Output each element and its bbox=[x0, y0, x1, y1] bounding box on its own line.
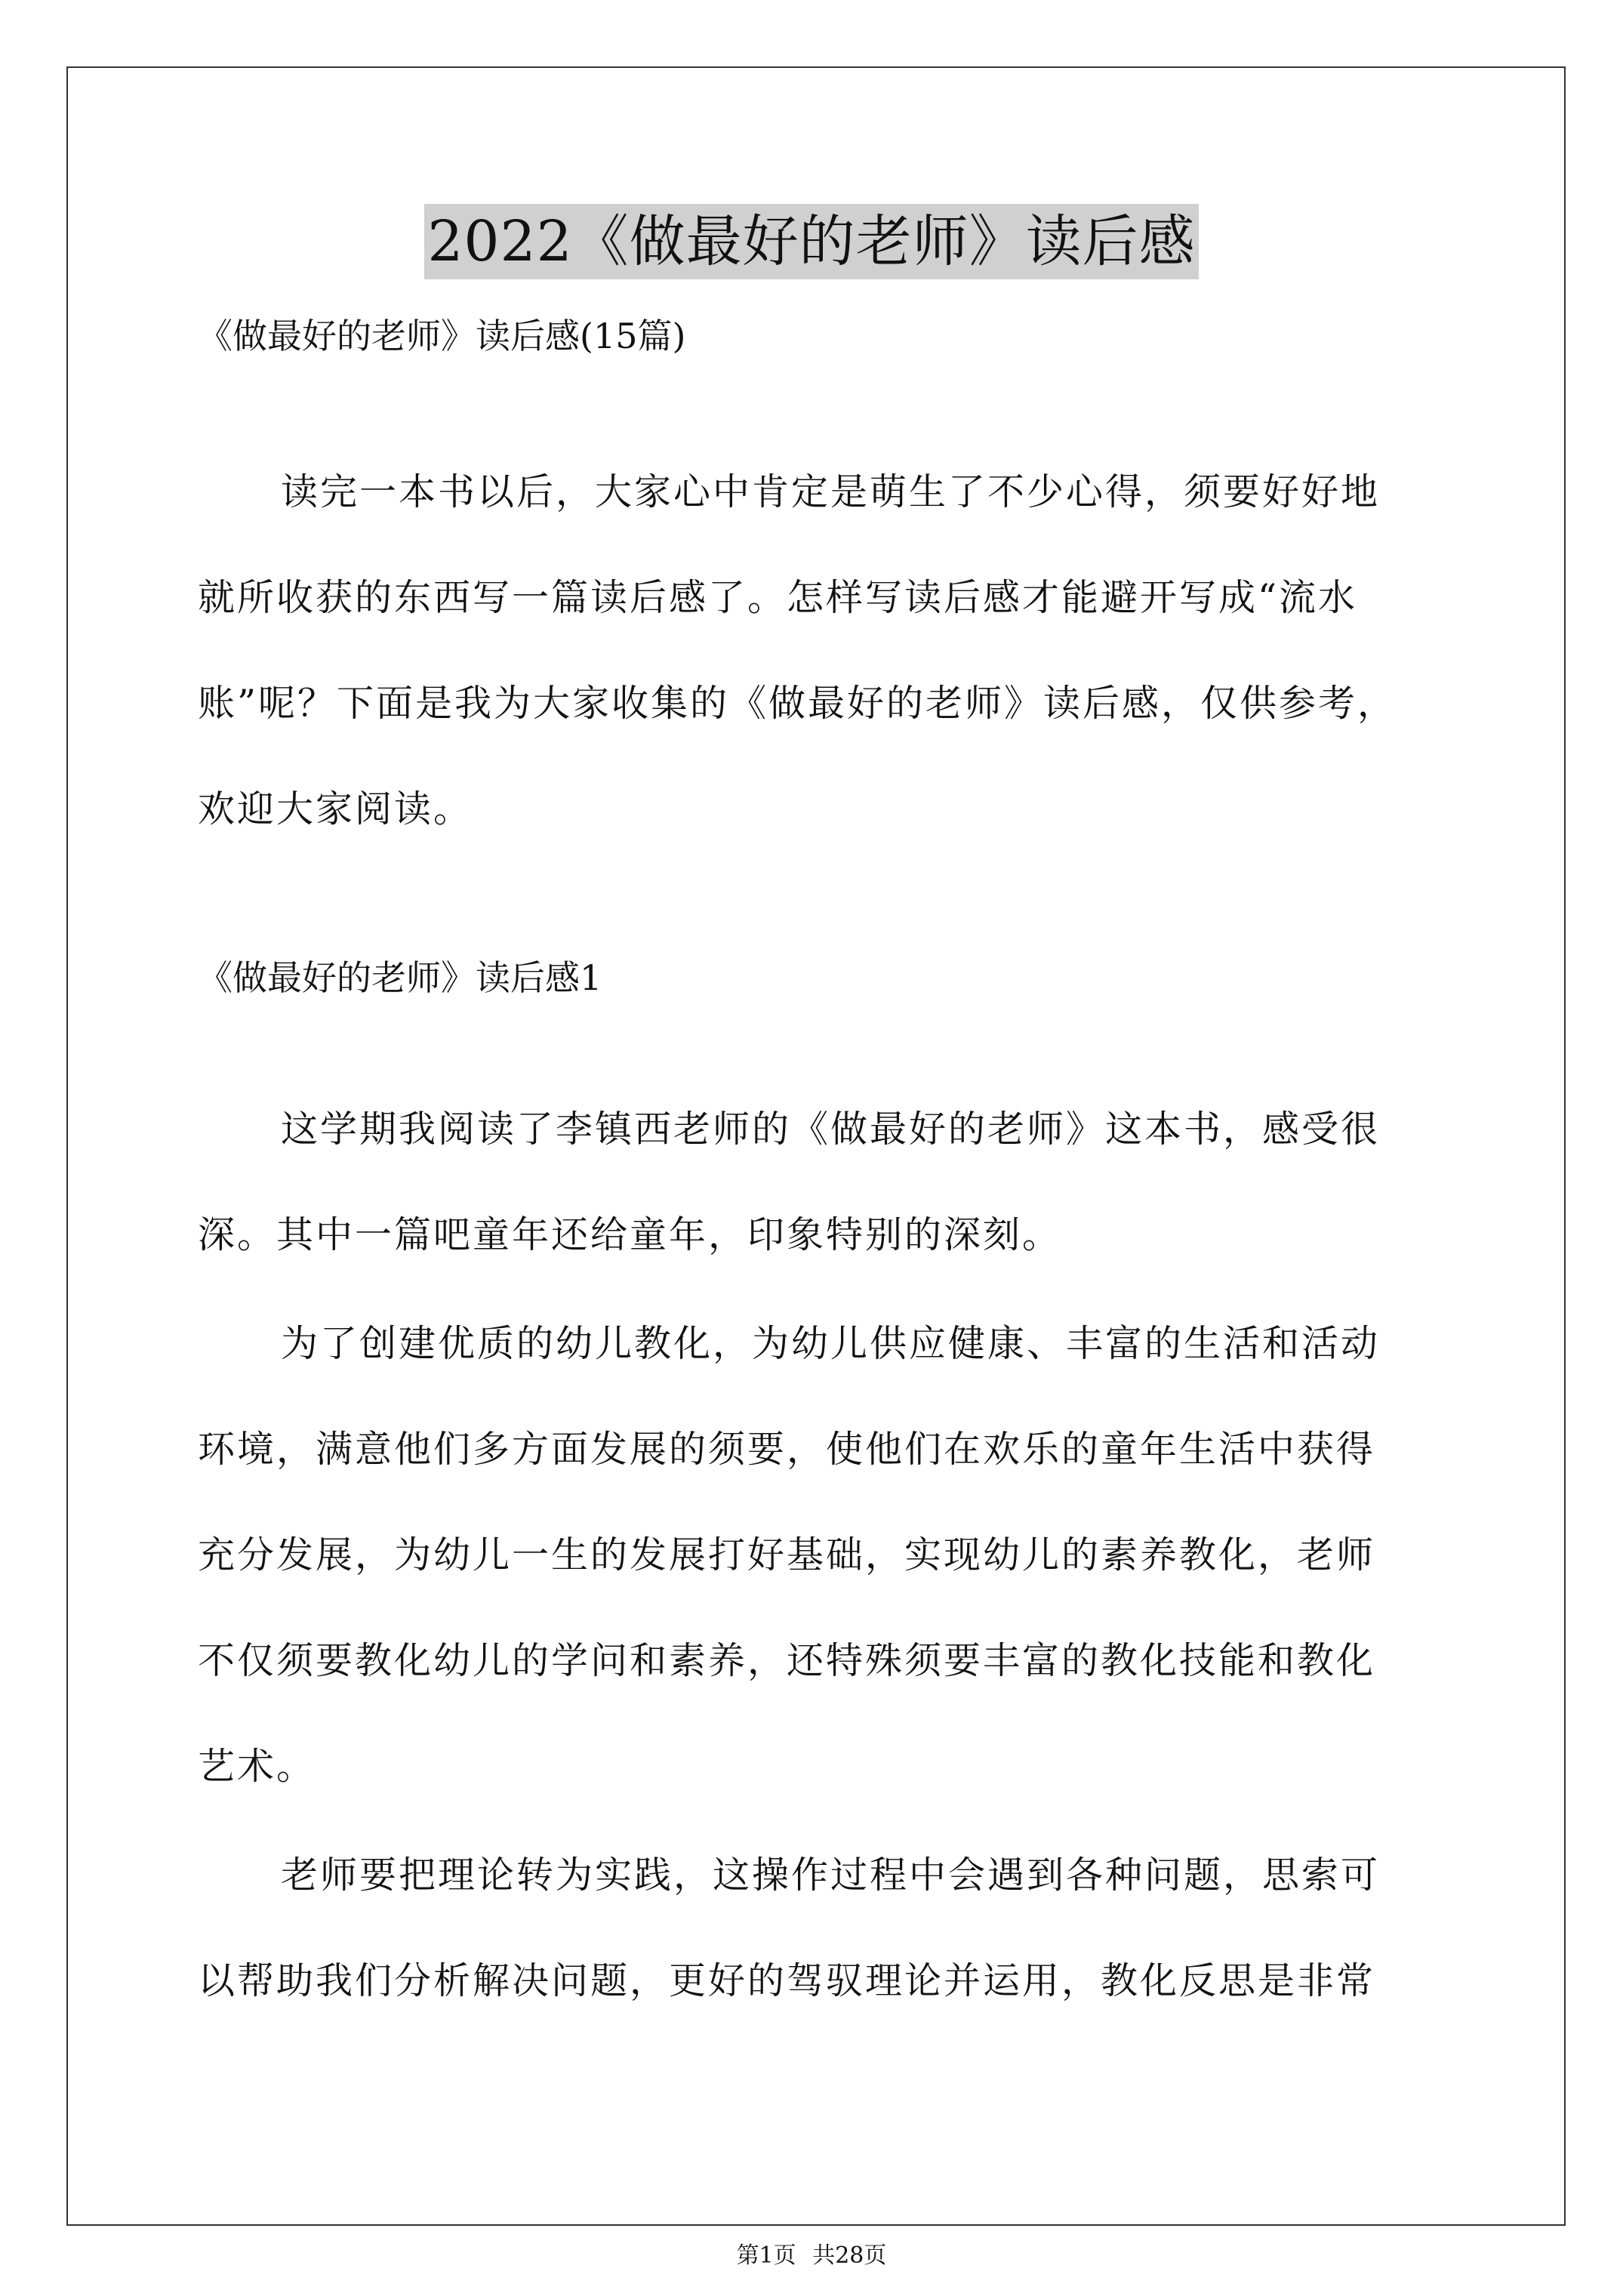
intro-line-1: 读完一本书以后，大家心中肯定是萌生了不少心得，须要好好地 bbox=[281, 470, 1381, 513]
title-wrap bbox=[0, 204, 1623, 279]
s1-p3-line-1: 老师要把理论转为实践，这操作过程中会遇到各种问题，思索可 bbox=[281, 1854, 1381, 1897]
page-footer bbox=[0, 2241, 1623, 2271]
document-subtitle: 《做最好的老师》读后感(15篇) bbox=[198, 316, 686, 356]
document-title: 2022《做最好的老师》读后感 bbox=[424, 204, 1198, 279]
intro-line-2: 就所收获的东西写一篇读后感了。怎样写读后感才能避开写成“流水 bbox=[198, 576, 1358, 619]
intro-line-4: 欢迎大家阅读。 bbox=[198, 787, 473, 831]
s1-p2-line-3: 充分发展，为幼儿一生的发展打好基础，实现幼儿的素养教化，老师 bbox=[198, 1533, 1376, 1576]
s1-p2-line-2: 环境，满意他们多方面发展的须要，使他们在欢乐的童年生活中获得 bbox=[198, 1428, 1376, 1471]
s1-p1-line-1: 这学期我阅读了李镇西老师的《做最好的老师》这本书，感受很 bbox=[281, 1108, 1381, 1151]
s1-p2-line-5: 艺术。 bbox=[198, 1745, 316, 1788]
s1-p3-line-2: 以帮助我们分析解决问题，更好的驾驭理论并运用，教化反思是非常 bbox=[198, 1959, 1376, 2002]
footer-page-total: 共28页 bbox=[812, 2242, 887, 2269]
s1-p1-line-2: 深。其中一篇吧童年还给童年，印象特别的深刻。 bbox=[198, 1213, 1062, 1256]
intro-line-3: 账”呢？下面是我为大家收集的《做最好的老师》读后感，仅供参考， bbox=[198, 682, 1397, 725]
section-heading-1: 《做最好的老师》读后感1 bbox=[198, 957, 602, 998]
footer-page-number: 第1页 bbox=[736, 2242, 796, 2269]
s1-p2-line-4: 不仅须要教化幼儿的学问和素养，还特殊须要丰富的教化技能和教化 bbox=[198, 1639, 1376, 1682]
s1-p2-line-1: 为了创建优质的幼儿教化，为幼儿供应健康、丰富的生活和活动 bbox=[281, 1322, 1381, 1365]
